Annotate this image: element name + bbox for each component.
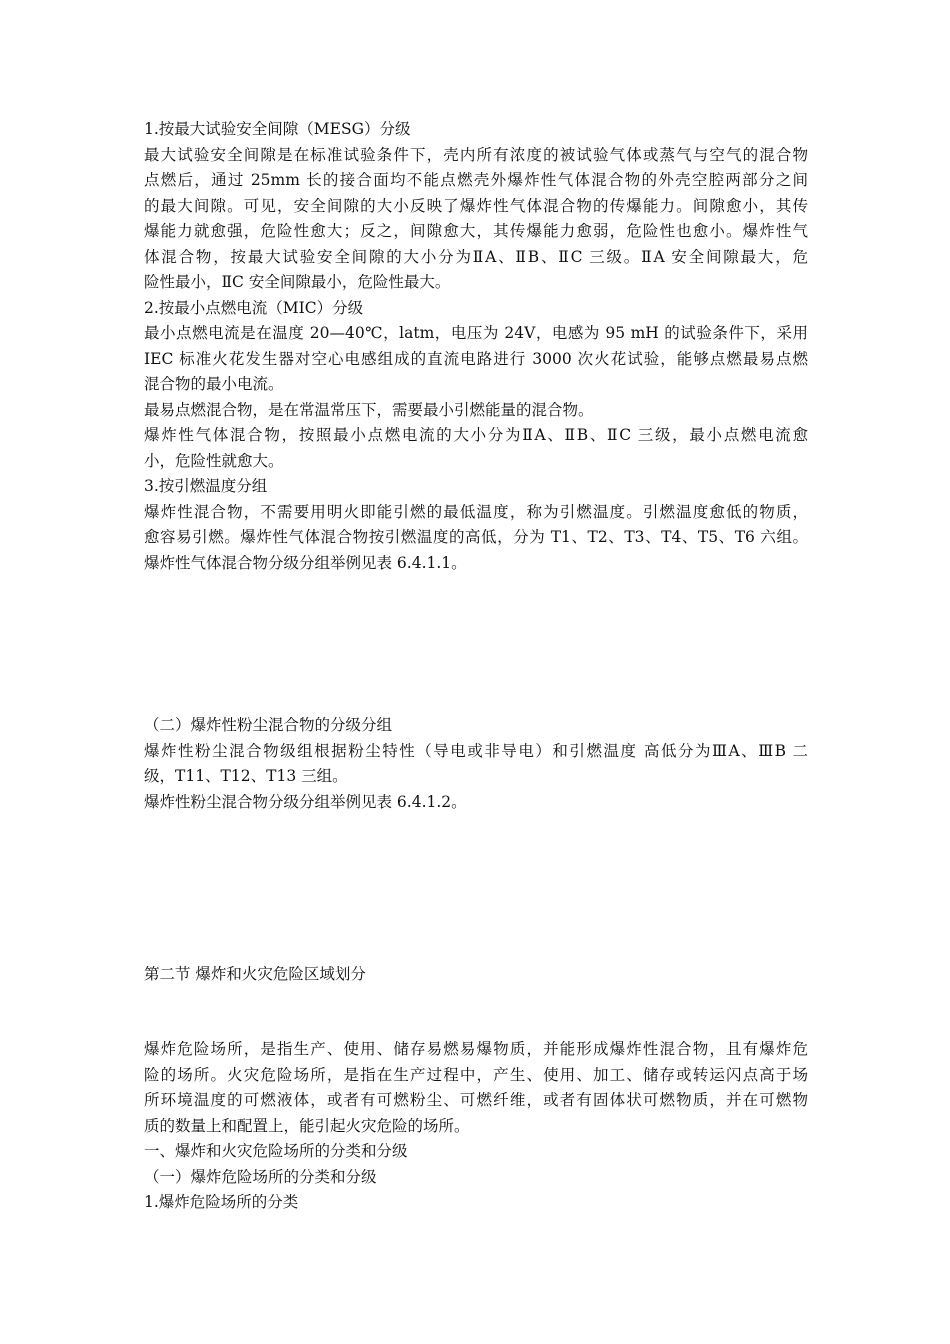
section-places [144, 1037, 808, 1216]
paragraph-line: 级，T11、T12、T13 三组。 [144, 767, 348, 785]
section-heading: （一）爆炸危险场所的分类和分级 [144, 1167, 377, 1186]
paragraph-line: 爆能力就愈强，危险性愈大；反之，间隙愈大，其传爆能力愈弱，危险性也愈小。爆炸性气 [144, 222, 808, 240]
paragraph-line: 混合物的最小电流。 [144, 375, 284, 393]
section-gas-mesg [144, 117, 808, 576]
paragraph-line: 爆炸危险场所，是指生产、使用、储存易燃易爆物质，并能形成爆炸性混合物，且有爆炸危 [144, 1040, 808, 1058]
section-two [144, 962, 808, 988]
paragraph-line: 小，危险性就愈大。 [144, 451, 284, 470]
section-heading: 3.按引燃温度分组 [144, 477, 268, 495]
paragraph-line: 所环境温度的可燃液体，或者有可燃粉尘、可燃纤维，或者有固体状可燃物质，并在可燃物 [144, 1091, 808, 1109]
paragraph-line: 爆炸性粉尘混合物级组根据粉尘特性（导电或非导电）和引燃温度 高低分为ⅢA、ⅢB 二 [144, 741, 808, 760]
paragraph-line: 愈容易引燃。爆炸性气体混合物按引燃温度的高低，分为 T1、T2、T3、T4、T5、T6 六组。 [144, 528, 808, 546]
section-heading: 2.按最小点燃电流（MIC）分级 [144, 298, 364, 317]
paragraph-line: 最大试验安全间隙是在标准试验条件下，壳内所有浓度的被试验气体或蒸气与空气的混合物 [144, 145, 808, 164]
paragraph-line: 险的场所。火灾危险场所，是指在生产过程中，产生、使用、加工、储存或转运闪点高于场 [144, 1065, 808, 1084]
paragraph-line: 爆炸性混合物，不需要用明火即能引燃的最低温度，称为引燃温度。引燃温度愈低的物质， [144, 502, 808, 521]
section-title: 第二节 爆炸和火灾危险区域划分 [144, 965, 366, 983]
paragraph-line: 体混合物，按最大试验安全间隙的大小分为ⅡA、ⅡB、ⅡC 三级。ⅡA 安全间隙最大，危 [144, 247, 808, 266]
paragraph-line: 爆炸性气体混合物，按照最小点燃电流的大小分为ⅡA、ⅡB、ⅡC 三级，最小点燃电流愈 [144, 426, 808, 444]
section-dust [144, 713, 808, 815]
section-heading: 1.按最大试验安全间隙（MESG）分级 [144, 120, 411, 138]
paragraph-line: 点燃后，通过 25mm 长的接合面均不能点燃壳外爆炸性气体混合物的外壳空腔两部分之间 [144, 171, 808, 189]
paragraph-line: 的最大间隙。可见，安全间隙的大小反映了爆炸性气体混合物的传爆能力。间隙愈小，其传 [144, 196, 808, 215]
paragraph-line: 险性最小，ⅡC 安全间隙最小，危险性最大。 [144, 273, 451, 291]
paragraph-line: 爆炸性气体混合物分级分组举例见表 6.4.1.1。 [144, 553, 467, 572]
section-heading: 一、爆炸和火灾危险场所的分类和分级 [144, 1142, 408, 1160]
paragraph-line: 爆炸性粉尘混合物分级分组举例见表 6.4.1.2。 [144, 792, 467, 811]
paragraph-line: IEC 标准火花发生器对空心电感组成的直流电路进行 3000 次火花试验，能够点燃最易点燃 [144, 349, 808, 368]
paragraph-line: 最小点燃电流是在温度 20—40℃，latm，电压为 24V，电感为 95 mH 的试验条件下，采用 [144, 324, 808, 342]
section-heading: 1.爆炸危险场所的分类 [144, 1193, 299, 1211]
section-heading: （二）爆炸性粉尘混合物的分级分组 [144, 716, 393, 734]
paragraph-line: 质的数量上和配置上，能引起火灾危险的场所。 [144, 1116, 470, 1135]
paragraph-line: 最易点燃混合物，是在常温常压下，需要最小引燃能量的混合物。 [144, 400, 594, 419]
